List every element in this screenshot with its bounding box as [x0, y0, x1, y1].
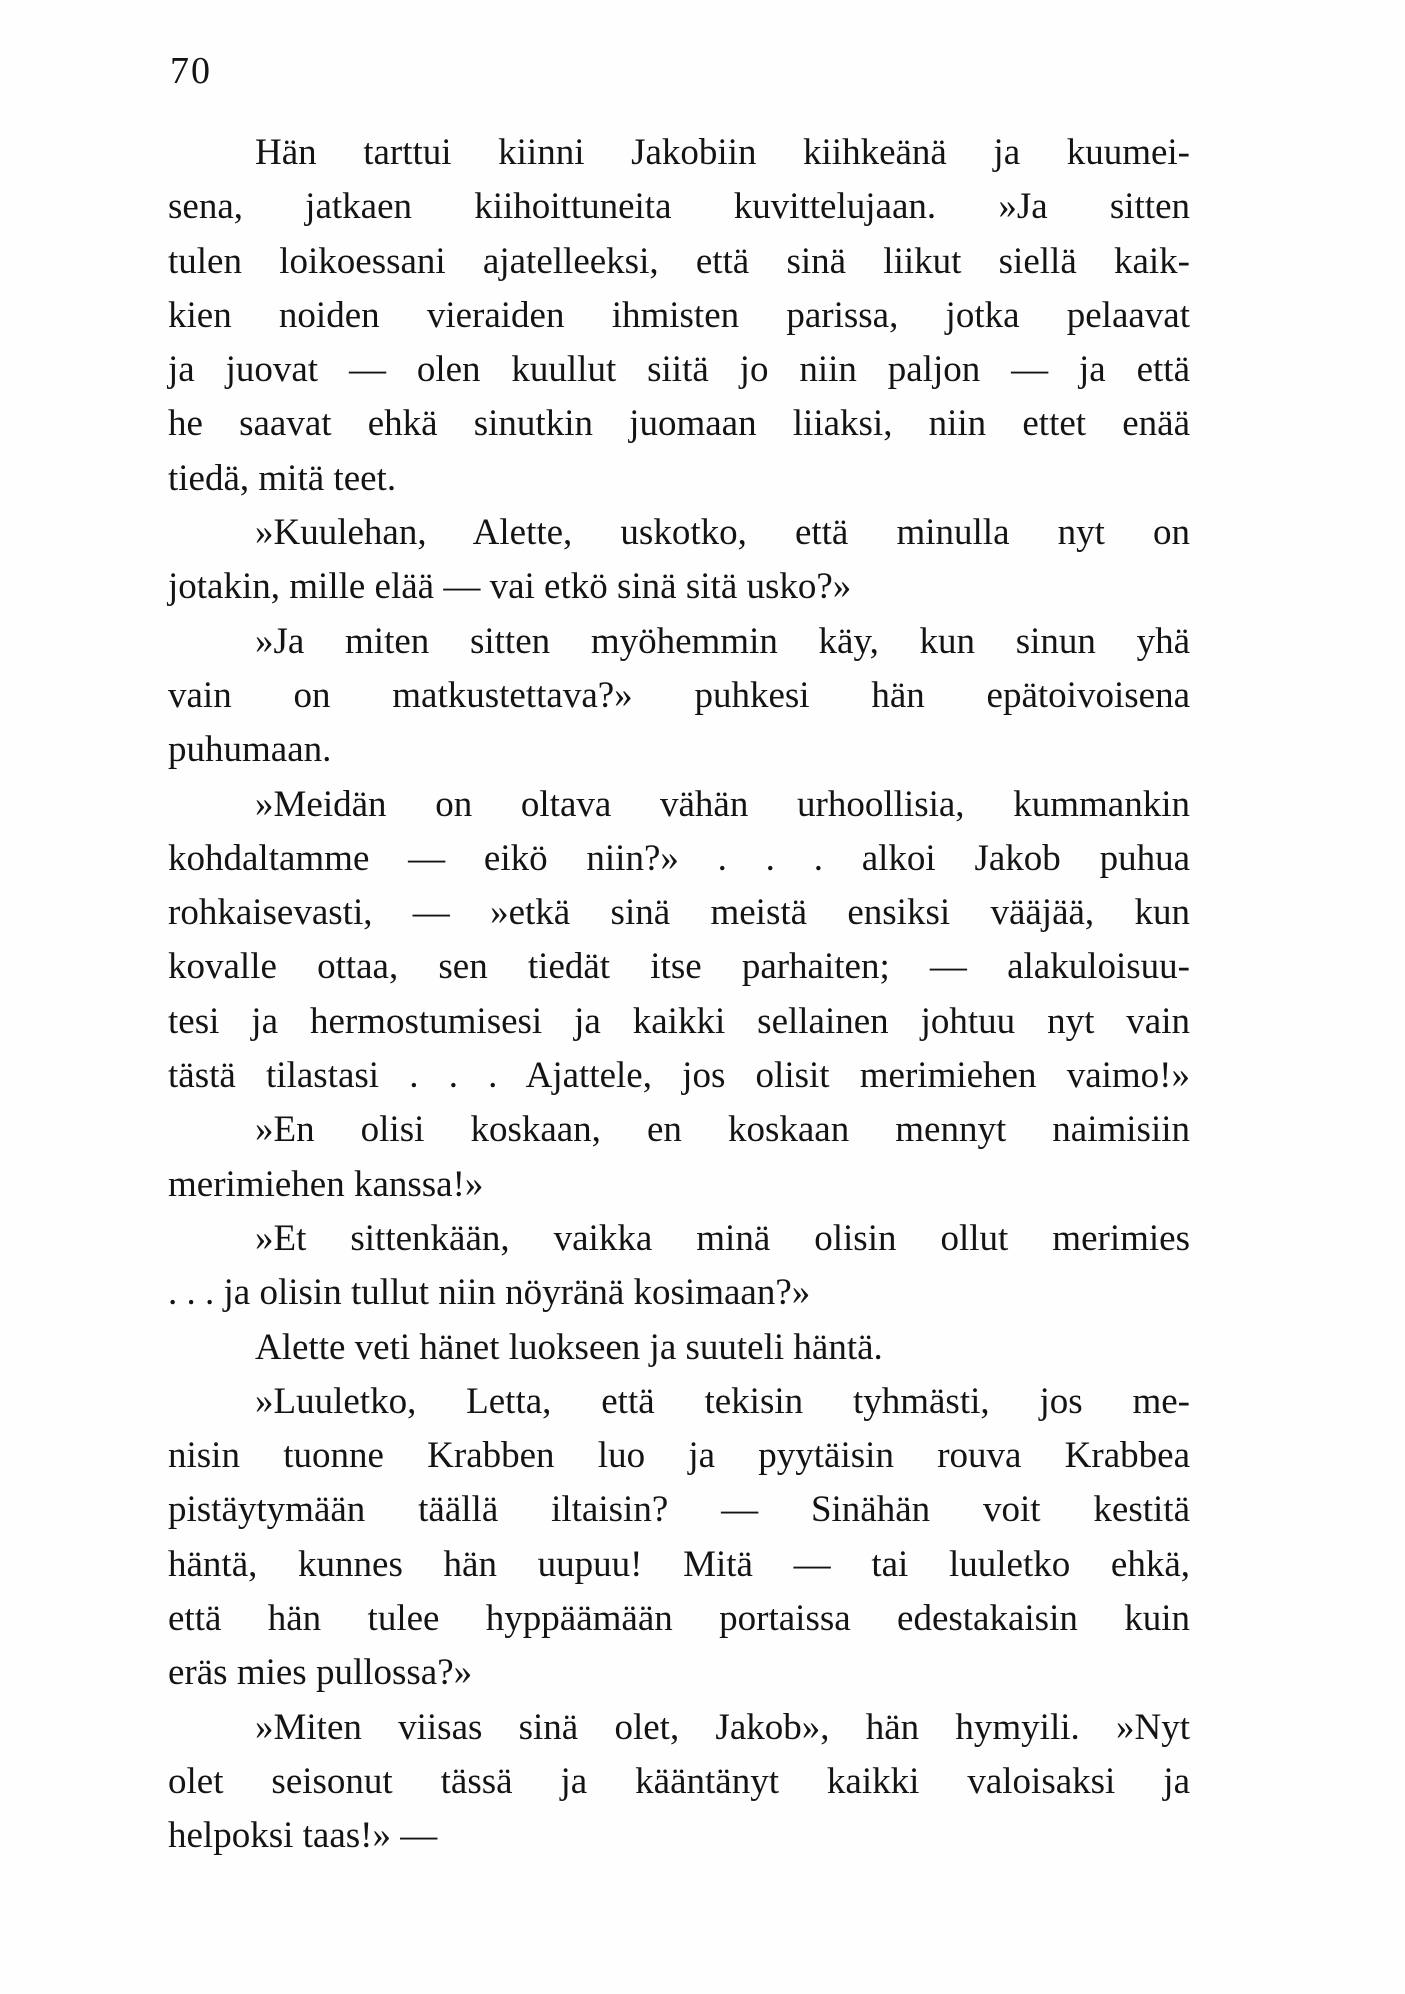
page-number: 70 [170, 50, 212, 92]
text-line: nisin tuonne Krabben luo ja pyytäisin rouva Krabbea [168, 1435, 1190, 1477]
text-line: tesi ja hermostumisesi ja kaikki sellainen johtuu nyt vain [168, 1000, 1190, 1042]
text-line: »Kuulehan, Alette, uskotko, että minulla nyt on [255, 512, 1190, 554]
text-line: »En olisi koskaan, en koskaan mennyt naimisiin [255, 1109, 1190, 1151]
text-line: rohkaisevasti, — »etkä sinä meistä ensiksi vääjää, kun [168, 892, 1190, 934]
text-line: »Et sittenkään, vaikka minä olisin ollut merimies [255, 1217, 1190, 1259]
text-line: tästä tilastasi . . . Ajattele, jos olisit merimiehen vaimo!» [168, 1055, 1190, 1097]
text-line: eräs mies pullossa?» [168, 1652, 473, 1694]
text-line: »Luuletko, Letta, että tekisin tyhmästi, jos me- [255, 1380, 1190, 1422]
body-text [168, 126, 1190, 1864]
text-line: kohdaltamme — eikö niin?» . . . alkoi Jakob puhua [168, 837, 1190, 879]
text-line: sena, jatkaen kiihoittuneita kuvittelujaan. »Ja sitten [168, 186, 1190, 228]
text-line: kien noiden vieraiden ihmisten parissa, jotka pelaavat [168, 294, 1190, 336]
text-line: häntä, kunnes hän uupuu! Mitä — tai luuletko ehkä, [168, 1543, 1190, 1585]
text-line: he saavat ehkä sinutkin juomaan liiaksi, niin ettet enää [168, 403, 1190, 445]
text-line: Hän tarttui kiinni Jakobiin kiihkeänä ja kuumei- [255, 132, 1190, 173]
text-line: että hän tulee hyppäämään portaissa edestakaisin kuin [168, 1598, 1190, 1640]
text-line: »Meidän on oltava vähän urhoollisia, kummankin [255, 783, 1190, 825]
text-line: puhumaan. [168, 729, 332, 771]
text-line: pistäytymään täällä iltaisin? — Sinähän voit kestitä [168, 1489, 1190, 1531]
text-line: kovalle ottaa, sen tiedät itse parhaiten; — alakuloisuu- [168, 946, 1190, 988]
text-line: vain on matkustettava?» puhkesi hän epätoivoisena [168, 674, 1190, 716]
text-line: »Ja miten sitten myöhemmin käy, kun sinun yhä [255, 620, 1190, 662]
text-line: helpoksi taas!» — [168, 1815, 438, 1857]
text-line: tiedä, mitä teet. [168, 457, 397, 499]
text-line: ja juovat — olen kuullut siitä jo niin paljon — ja että [168, 349, 1190, 391]
text-line: Alette veti hänet luokseen ja suuteli häntä. [255, 1326, 883, 1368]
text-line: . . . ja olisin tullut niin nöyränä kosimaan?» [168, 1272, 811, 1314]
text-line: merimiehen kanssa!» [168, 1163, 484, 1205]
text-line: olet seisonut tässä ja kääntänyt kaikki valoisaksi ja [168, 1760, 1190, 1802]
text-line: tulen loikoessani ajatelleeksi, että sinä liikut siellä kaik- [168, 240, 1190, 282]
text-line: jotakin, mille elää — vai etkö sinä sitä usko?» [168, 566, 852, 608]
text-line: »Miten viisas sinä olet, Jakob», hän hymyili. »Nyt [255, 1706, 1190, 1748]
